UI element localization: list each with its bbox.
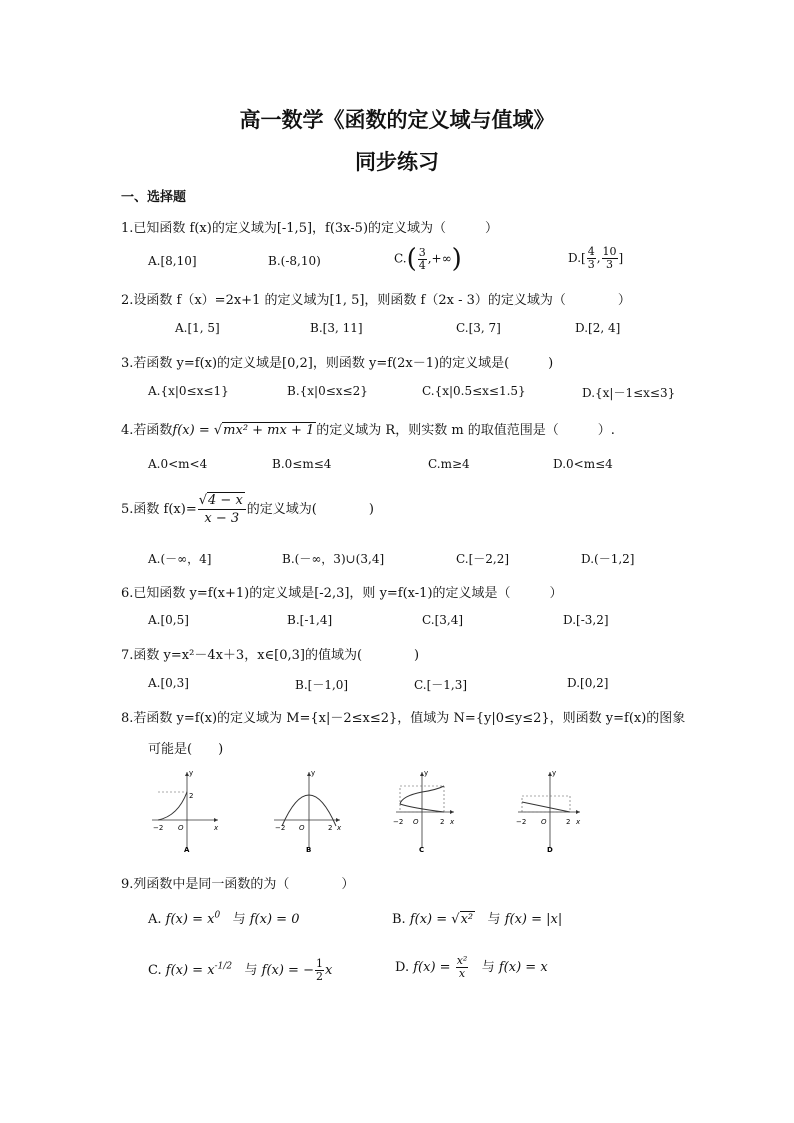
graph-c-x-label: x: [450, 818, 455, 826]
page-subtitle: 同步练习: [355, 150, 439, 174]
graph-a-two: 2: [189, 792, 194, 800]
q4-option-d: D.0<m≤4: [553, 457, 613, 471]
question-3: 3.若函数 y=f(x)的定义域是[0,2]，则函数 y=f(2x－1)的定义域是( ): [121, 356, 554, 371]
graph-b-y-label: y: [311, 769, 316, 777]
q9-option-d: D. f(x) = $\frac{\text{x²}}{x}$ 与 f(x) = x: [395, 954, 548, 980]
q8-graphs: [0, 768, 794, 858]
q5-option-d: D.(－1,2]: [581, 552, 635, 566]
graph-a-neg-two: −2: [153, 824, 164, 832]
q3-option-a: A.{x|0≤x≤1}: [148, 384, 229, 398]
q5-option-a: A.(－∞，4]: [148, 552, 212, 566]
graph-b: [274, 769, 342, 854]
q9-option-c: C. $f(x) = x^{-1/2}$ 与 f(x) = − $\frac{1}{2}$ x: [148, 957, 333, 983]
page-title: 高一数学《函数的定义域与值域》: [239, 108, 555, 132]
graph-d-origin: O: [541, 818, 547, 826]
q5-option-b: B.(－∞，3)∪(3,4]: [282, 552, 385, 566]
q9-option-a: A. $f(x) = x^0$ 与 f(x) = 0: [148, 910, 300, 927]
graph-d-neg-two: −2: [516, 818, 527, 826]
q3-option-c: C.{x|0.5≤x≤1.5}: [422, 384, 526, 398]
graph-c-label: C: [419, 846, 425, 854]
graph-d-y-label: y: [552, 769, 557, 777]
q2-option-a: A.[1, 5]: [175, 321, 220, 335]
q1-option-d: D.[ $\frac{4}{3}$ , $\frac{10}{3}$ ]: [568, 245, 624, 271]
q6-option-b: B.[-1,4]: [287, 613, 333, 627]
question-8-cont: 可能是( ): [148, 742, 224, 757]
graph-b-two: 2: [328, 824, 333, 832]
graph-d-label: D: [547, 846, 553, 854]
q9-option-b: B. f(x) = √x² 与 f(x) = |x|: [392, 912, 563, 927]
question-9: 9.列函数中是同一函数的为（ ）: [121, 877, 355, 892]
q3-option-d: D.{x|－1≤x≤3}: [582, 386, 676, 400]
q1-option-c: C.( $\frac{3}{4}$ ,+∞): [394, 244, 462, 274]
q2-option-c: C.[3, 7]: [456, 321, 501, 335]
question-8: 8.若函数 y=f(x)的定义域为 M={x|－2≤x≤2}，值域为 N={y|0≤y≤2}，则函数 y=f(x)的图象: [121, 711, 686, 726]
q4-option-a: A.0<m<4: [148, 457, 208, 471]
q7-option-d: D.[0,2]: [567, 676, 609, 690]
graph-b-neg-two: −2: [275, 824, 286, 832]
question-7: 7.函数 y=x²－4x＋3，x∈[0,3]的值域为( ): [121, 648, 420, 663]
q7-option-c: C.[－1,3]: [414, 678, 468, 692]
graph-b-x-label: x: [337, 824, 342, 832]
graph-a-label: A: [184, 846, 190, 854]
q2-option-b: B.[3, 11]: [310, 321, 363, 335]
section-heading: 一、选择题: [121, 190, 187, 205]
graph-b-label: B: [306, 846, 312, 854]
q1-option-a: A.[8,10]: [148, 254, 197, 268]
q7-option-a: A.[0,3]: [148, 676, 189, 690]
question-4: 4.若函数f(x) = √mx² + mx + 1 的定义域为 R，则实数 m 的取值范围是（ ）.: [121, 423, 615, 438]
graph-a-origin: O: [178, 824, 184, 832]
graph-a-x-label: x: [214, 824, 219, 832]
graph-c-origin: O: [413, 818, 419, 826]
q7-option-b: B.[－1,0]: [295, 678, 349, 692]
graph-a: [149, 769, 219, 854]
graph-c-two: 2: [440, 818, 445, 826]
question-6: 6.已知函数 y=f(x+1)的定义域是[-2,3]，则 y=f(x-1)的定义域是（ ）: [121, 586, 563, 601]
q6-option-a: A.[0,5]: [148, 613, 189, 627]
graph-c-y-label: y: [424, 769, 429, 777]
q3-option-b: B.{x|0≤x≤2}: [287, 384, 368, 398]
q4-option-c: C.m≥4: [428, 457, 470, 471]
q6-option-c: C.[3,4]: [422, 613, 464, 627]
q6-option-d: D.[-3,2]: [563, 613, 609, 627]
graph-c-neg-two: −2: [393, 818, 404, 826]
question-1: 1.已知函数 f(x)的定义域为[-1,5]，f(3x-5)的定义域为（ ）: [121, 221, 499, 236]
graph-b-origin: O: [299, 824, 305, 832]
graph-d-two: 2: [566, 818, 571, 826]
q5-option-c: C.[－2,2]: [456, 552, 510, 566]
graph-a-y-label: y: [189, 769, 194, 777]
q2-option-d: D.[2, 4]: [575, 321, 621, 335]
graph-d-x-label: x: [576, 818, 581, 826]
question-2: 2.设函数 f（x）=2x+1 的定义域为[1, 5]，则函数 f（2x - 3）的定义域为（ ）: [121, 293, 631, 308]
graph-c: [393, 769, 455, 854]
question-5: 5.函数 f(x)= $\frac{√4 - x}{x - 3}$ 的定义域为( ): [121, 493, 374, 526]
q4-option-b: B.0≤m≤4: [272, 457, 332, 471]
q1-option-b: B.(-8,10): [268, 254, 321, 268]
graph-d: [516, 769, 581, 854]
